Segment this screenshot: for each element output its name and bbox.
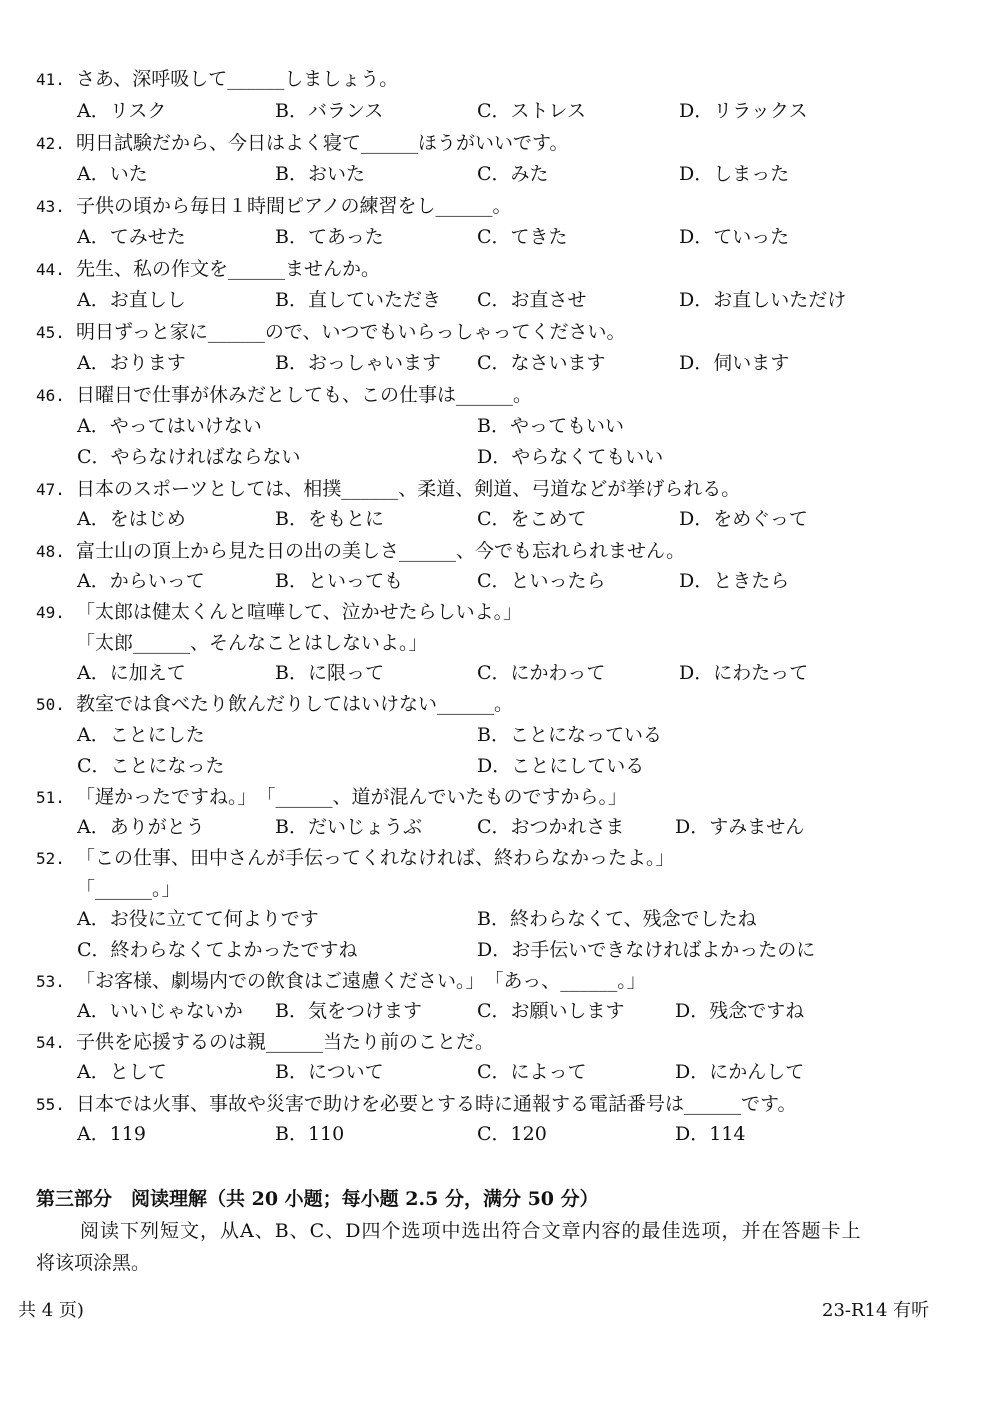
option-d: D．伺います xyxy=(679,352,790,374)
question-number: 47. xyxy=(36,480,65,499)
question-number: 52. xyxy=(36,849,65,868)
question-text: 日本のスポーツとしては、相撲______、柔道、剣道、弓道などが挙げられる。 xyxy=(76,478,741,500)
question-41 xyxy=(36,67,976,92)
question-48 xyxy=(36,539,976,564)
option-b: B．気をつけます xyxy=(275,1000,422,1022)
question-number: 55. xyxy=(36,1095,65,1114)
option-a: A．として xyxy=(77,1061,167,1083)
question-52 xyxy=(36,846,976,871)
question-text: 子供の頃から毎日１時間ピアノの練習をし______。 xyxy=(76,195,512,217)
option-d: D．ていった xyxy=(679,226,790,248)
question-text: 先生、私の作文を______ませんか。 xyxy=(76,258,381,280)
question-text-line2: 「太郎______、そんなことはしないよ。」 xyxy=(76,632,428,654)
exam-code: 23-R14 有听 xyxy=(822,1300,930,1321)
option-a: A．やってはいけない xyxy=(77,415,262,437)
question-46 xyxy=(36,383,976,408)
option-d: D．にわたって xyxy=(679,662,809,684)
option-a: A．リスク xyxy=(77,100,167,122)
option-a: A．お役に立てて何よりです xyxy=(77,908,319,930)
question-53 xyxy=(36,969,976,994)
question-number: 54. xyxy=(36,1033,65,1052)
option-b: B．おっしゃいます xyxy=(275,352,441,374)
option-c: C．お直させ xyxy=(477,289,587,311)
question-number: 41. xyxy=(36,70,65,89)
option-b: B．終わらなくて、残念でしたね xyxy=(477,908,757,930)
question-43 xyxy=(36,194,976,219)
question-number: 46. xyxy=(36,386,65,405)
option-c: C．おつかれさま xyxy=(477,816,625,838)
question-text: 「遅かったですね。」 「______、道が混んでいたものですから。」 xyxy=(76,786,628,808)
question-number: 45. xyxy=(36,323,65,342)
question-number: 50. xyxy=(36,695,65,714)
option-a: A．おります xyxy=(77,352,186,374)
question-number: 51. xyxy=(36,788,65,807)
question-text: 子供を応援するのは親______当たり前のことだ。 xyxy=(76,1031,495,1053)
question-number: 44. xyxy=(36,260,65,279)
option-c: C．やらなければならない xyxy=(77,446,301,468)
option-a: A．からいって xyxy=(77,570,205,592)
option-c: C．にかわって xyxy=(477,662,606,684)
option-a: A．ありがとう xyxy=(77,816,205,838)
option-b: B．をもとに xyxy=(275,508,384,530)
option-d: D．をめぐって xyxy=(679,508,808,530)
option-b: B．だいじょうぶ xyxy=(275,816,422,838)
question-text: 「この仕事、田中さんが手伝ってくれなければ、終わらなかったよ。」 xyxy=(76,847,675,869)
option-b: B．てあった xyxy=(275,226,384,248)
option-b: B．おいた xyxy=(275,163,365,185)
option-b: B．について xyxy=(275,1061,384,1083)
option-b: B．ことになっている xyxy=(477,724,662,746)
option-b: B．直していただき xyxy=(275,289,441,311)
option-d: D．にかんして xyxy=(675,1061,805,1083)
option-d: D．お手伝いできなければよかったのに xyxy=(477,939,816,961)
question-55 xyxy=(36,1092,976,1117)
option-b: B．バランス xyxy=(275,100,384,122)
option-c: C．をこめて xyxy=(477,508,587,530)
option-a: A．119 xyxy=(77,1123,146,1145)
option-d: D．残念ですね xyxy=(675,1000,805,1022)
option-c: C．終わらなくてよかったですね xyxy=(77,939,358,961)
question-number: 48. xyxy=(36,542,65,561)
option-d: D．やらなくてもいい xyxy=(477,446,664,468)
question-50 xyxy=(36,692,976,717)
question-text: 日曜日で仕事が休みだとしても、この仕事は______。 xyxy=(76,384,533,406)
option-d: D．リラックス xyxy=(679,100,808,122)
option-d: D．しまった xyxy=(679,163,790,185)
question-text: 「太郎は健太くんと喧嘩して、泣かせたらしいよ。」 xyxy=(76,601,523,623)
option-b: B．といっても xyxy=(275,570,403,592)
option-c: C．といったら xyxy=(477,570,606,592)
question-42 xyxy=(36,131,976,156)
option-b: B．やってもいい xyxy=(477,415,624,437)
option-d: D．114 xyxy=(675,1123,746,1145)
option-a: A．いた xyxy=(77,163,148,185)
page-count: 共 4 页) xyxy=(18,1300,84,1321)
option-a: A．てみせた xyxy=(77,226,186,248)
question-51 xyxy=(36,785,976,810)
question-44 xyxy=(36,257,976,282)
question-text: 明日ずっと家に______ので、いつでもいらっしゃってください。 xyxy=(76,321,626,343)
question-text: 富士山の頂上から見た日の出の美しさ______、今でも忘れられません。 xyxy=(76,540,686,562)
option-a: A．お直しし xyxy=(77,289,186,311)
question-54 xyxy=(36,1030,976,1055)
option-d: D．お直しいただけ xyxy=(679,289,847,311)
option-c: C．ストレス xyxy=(477,100,586,122)
question-49 xyxy=(36,600,976,625)
option-d: D．ときたら xyxy=(679,570,790,592)
option-d: D．ことにしている xyxy=(477,755,645,777)
question-number: 53. xyxy=(36,972,65,991)
option-c: C．みた xyxy=(477,163,549,185)
question-text: さあ、深呼吸して______しましょう。 xyxy=(76,68,399,90)
question-text: 「お客様、劇場内での飲食はご遠慮ください。」 「あっ、______。」 xyxy=(76,970,646,992)
question-number: 42. xyxy=(36,134,65,153)
question-45 xyxy=(36,320,976,345)
option-a: A．ことにした xyxy=(77,724,205,746)
question-text: 明日試験だから、今日はよく寝て______ほうがいいです。 xyxy=(76,132,569,154)
section-instruction-line2: 将该项涂黑。 xyxy=(36,1252,151,1274)
option-c: C．120 xyxy=(477,1123,547,1145)
question-47 xyxy=(36,477,976,502)
option-b: B．に限って xyxy=(275,662,384,684)
question-49-line2 xyxy=(36,631,976,655)
option-a: A．に加えて xyxy=(77,662,186,684)
option-a: A．いいじゃないか xyxy=(77,1000,243,1022)
option-b: B．110 xyxy=(275,1123,345,1145)
question-number: 49. xyxy=(36,603,65,622)
option-a: A．をはじめ xyxy=(77,508,186,530)
section-instruction-line1: 阅读下列短文，从A、B、C、D四个选项中选出符合文章内容的最佳选项，并在答题卡上 xyxy=(80,1220,862,1242)
section-title: 第三部分 阅读理解（共 20 小题；每小题 2.5 分，满分 50 分） xyxy=(36,1188,599,1210)
option-d: D．すみません xyxy=(675,816,805,838)
question-text: 教室では食べたり飲んだりしてはいけない______。 xyxy=(76,693,514,715)
option-c: C．お願いします xyxy=(477,1000,625,1022)
question-text-line2: 「______。」 xyxy=(76,878,181,900)
option-c: C．ことになった xyxy=(77,755,225,777)
question-number: 43. xyxy=(36,197,65,216)
option-c: C．なさいます xyxy=(477,352,606,374)
option-c: C．によって xyxy=(477,1061,587,1083)
question-52-line2 xyxy=(36,877,976,901)
question-text: 日本では火事、事故や災害で助けを必要とする時に通報する電話番号は______です。 xyxy=(76,1093,797,1115)
option-c: C．てきた xyxy=(477,226,568,248)
